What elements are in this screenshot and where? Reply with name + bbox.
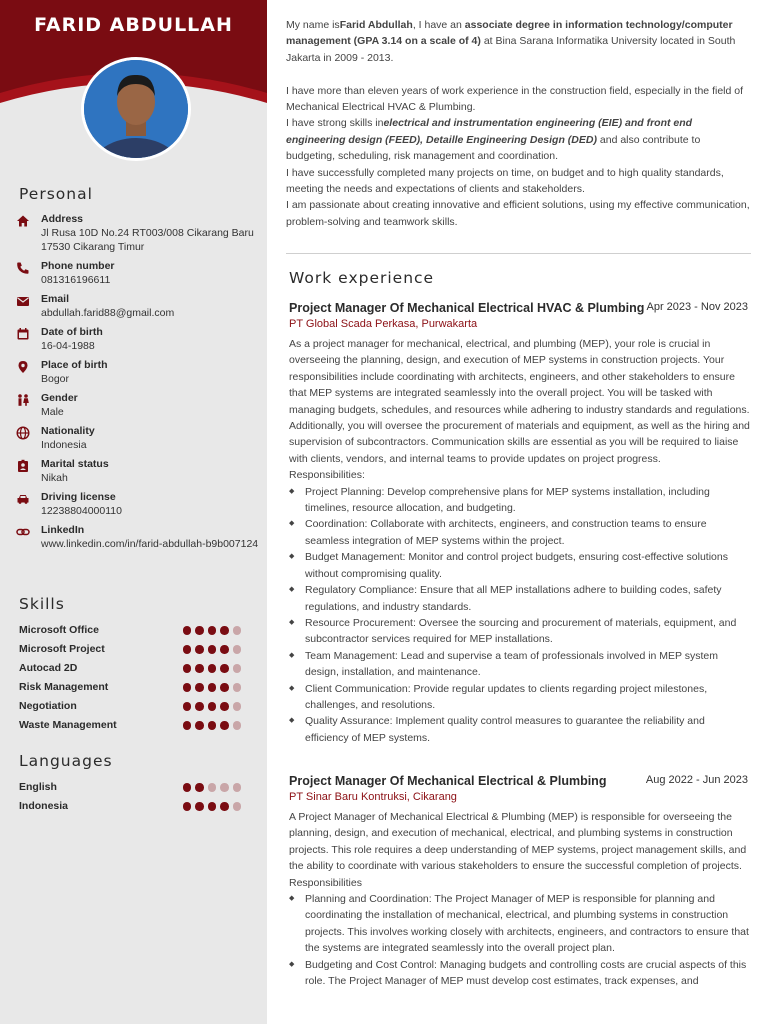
level-dot-filled — [195, 702, 204, 711]
personal-value[interactable]: abdullah.farid88@gmail.com — [41, 307, 175, 319]
summary — [286, 17, 750, 230]
personal-label: Phone number — [41, 260, 115, 272]
personal-label: Email — [41, 293, 70, 305]
level-dot-filled — [183, 683, 192, 692]
job-date: Apr 2023 - Nov 2023 — [646, 301, 748, 313]
level-dot-filled — [220, 664, 229, 673]
skill-row — [19, 679, 241, 695]
level-dot-filled — [183, 721, 192, 730]
candidate-name: FARID ABDULLAH — [34, 14, 233, 36]
car-icon — [16, 492, 30, 506]
level-dot-empty — [233, 721, 242, 730]
job-list-heading: Responsibilities: — [289, 469, 365, 482]
list-item: ◆ Client Communication: Provide regular updates to clients regarding project milestones, challenges, and resolutions. — [289, 681, 751, 714]
personal-value: 081316196611 — [41, 274, 111, 286]
level-dot-empty — [233, 783, 242, 792]
skill-name: Negotiation — [19, 700, 77, 712]
sidebar — [0, 0, 267, 1024]
calendar-icon — [16, 327, 30, 341]
level-dot-filled — [195, 683, 204, 692]
profile-photo — [81, 57, 191, 161]
skill-row — [19, 622, 241, 638]
languages-heading: Languages — [19, 752, 113, 770]
level-dot-empty — [233, 802, 242, 811]
personal-value[interactable]: www.linkedin.com/in/farid-abdullah-b9b007124 — [41, 538, 259, 550]
job-description: A Project Manager of Mechanical Electrical & Plumbing (MEP) is responsible for overseeing the planning, design, and execution of mechanical, electrical, and plumbing systems in construction projects. This role requires a deep understanding of MEP systems, project management skills, and the ability to coordinate with various stakeholders to ensure the successful completion of projects. — [289, 811, 747, 873]
level-dot-filled — [195, 626, 204, 635]
gender-icon — [16, 393, 30, 407]
level-dot-filled — [220, 702, 229, 711]
personal-value: Jl Rusa 10D No.24 RT003/008 Cikarang Baru 17530 Cikarang Timur — [41, 227, 254, 253]
skill-name: Risk Management — [19, 681, 109, 693]
personal-value: 16-04-1988 — [41, 340, 95, 352]
list-item: ◆ Quality Assurance: Implement quality control measures to guarantee the reliability and efficiency of MEP systems. — [289, 713, 751, 746]
level-dot-filled — [183, 664, 192, 673]
phone-icon — [16, 261, 30, 275]
job-responsibilities — [289, 891, 751, 989]
personal-item-linkedin — [0, 523, 267, 551]
list-item: ◆ Regulatory Compliance: Ensure that all MEP installations adhere to building codes, safety regulations, and industry standards. — [289, 582, 751, 615]
level-dot-filled — [183, 626, 192, 635]
level-dot-filled — [208, 702, 217, 711]
list-item: ◆ Coordination: Collaborate with architects, engineers, and construction teams to ensure seamless integration of MEP systems within the project. — [289, 516, 751, 549]
skill-level-dots — [183, 683, 242, 692]
level-dot-filled — [183, 802, 192, 811]
level-dot-filled — [195, 721, 204, 730]
skill-name: Waste Management — [19, 719, 117, 731]
skill-row — [19, 717, 241, 733]
level-dot-empty — [233, 702, 242, 711]
job-company: PT Sinar Baru Kontruksi, Cikarang — [289, 791, 457, 803]
list-item: ◆ Resource Procurement: Oversee the sourcing and procurement of materials, equipment, and subcontractor services required for MEP installations. — [289, 615, 751, 648]
personal-item-address — [0, 212, 267, 254]
level-dot-filled — [183, 645, 192, 654]
personal-label: Gender — [41, 392, 78, 404]
personal-item-nationality — [0, 424, 267, 452]
skill-level-dots — [183, 664, 242, 673]
personal-item-date-of-birth — [0, 325, 267, 353]
personal-value: 12238804000110 — [41, 505, 122, 517]
skills-heading: Skills — [19, 595, 65, 613]
personal-label: Nationality — [41, 425, 95, 437]
list-item: ◆ Budgeting and Cost Control: Managing budgets and controlling costs are crucial aspects of this role. The Project Manager of MEP must develop cost estimates, track expenses, and — [289, 957, 751, 990]
list-item: ◆ Project Planning: Develop comprehensive plans for MEP systems installation, including timelines, resource allocation, and budgeting. — [289, 484, 751, 517]
level-dot-filled — [220, 683, 229, 692]
level-dot-filled — [195, 783, 204, 792]
personal-heading: Personal — [19, 185, 93, 203]
summary-education: My name isFarid Abdullah, I have an associate degree in information technology/computer management (GPA 3.14 on a scale of 4) at Bina Sarana Informatika University located in South Jakarta in 2009 - 2013. — [286, 19, 736, 64]
personal-label: Marital status — [41, 458, 109, 470]
level-dot-filled — [208, 645, 217, 654]
personal-item-email — [0, 292, 267, 320]
level-dot-filled — [195, 645, 204, 654]
job-list-heading: Responsibilities — [289, 876, 362, 889]
personal-label: LinkedIn — [41, 524, 85, 536]
skill-name: Autocad 2D — [19, 662, 78, 674]
divider — [286, 253, 751, 254]
level-dot-filled — [220, 802, 229, 811]
skill-name: Microsoft Project — [19, 643, 105, 655]
personal-item-gender — [0, 391, 267, 419]
summary-skills: I have strong skills inelectrical and instrumentation engineering (EIE) and front end engineering design (FEED), Detaille Engineering Design (DED) and also contribute to budgeting, scheduling, risk management and coordination. — [286, 117, 701, 163]
personal-item-marital-status — [0, 457, 267, 485]
job-company: PT Global Scada Perkasa, Purwakarta — [289, 318, 478, 330]
level-dot-empty — [208, 783, 217, 792]
level-dot-filled — [208, 721, 217, 730]
skill-name: Microsoft Office — [19, 624, 99, 636]
level-dot-filled — [220, 721, 229, 730]
summary-passion: I am passionate about creating innovative and efficient solutions, using my effective communication, problem-solving and teamwork skills. — [286, 199, 750, 228]
personal-value: Indonesia — [41, 439, 87, 451]
personal-value: Bogor — [41, 373, 70, 385]
level-dot-filled — [208, 802, 217, 811]
skill-level-dots — [183, 702, 242, 711]
level-dot-filled — [208, 683, 217, 692]
level-dot-empty — [233, 664, 242, 673]
level-dot-filled — [183, 702, 192, 711]
level-dot-filled — [220, 645, 229, 654]
summary-experience: I have more than eleven years of work experience in the construction field, especially in the field of Mechanical Electrical HVAC & Plumbing. — [286, 84, 744, 114]
personal-label: Date of birth — [41, 326, 103, 338]
work-experience-heading: Work experience — [289, 269, 435, 287]
job-responsibilities — [289, 484, 751, 747]
skill-row — [19, 641, 241, 657]
personal-label: Driving license — [41, 491, 116, 503]
personal-list — [0, 212, 267, 556]
level-dot-filled — [195, 802, 204, 811]
level-dot-empty — [233, 683, 242, 692]
job-date: Aug 2022 - Jun 2023 — [645, 774, 748, 786]
level-dot-filled — [220, 626, 229, 635]
personal-label: Address — [41, 213, 84, 225]
personal-item-phone — [0, 259, 267, 287]
language-name: Indonesia — [19, 800, 69, 812]
list-item: ◆ Budget Management: Monitor and control project budgets, ensuring cost-effective solutions without compromising quality. — [289, 549, 751, 582]
level-dot-filled — [195, 664, 204, 673]
language-level-dots — [183, 802, 242, 811]
link-icon — [16, 525, 30, 539]
skill-level-dots — [183, 626, 242, 635]
language-row — [19, 779, 241, 795]
job-title: Project Manager Of Mechanical Electrical & Plumbing — [289, 774, 607, 788]
level-dot-filled — [208, 626, 217, 635]
personal-item-place-of-birth — [0, 358, 267, 386]
list-item: ◆ Planning and Coordination: The Project Manager of MEP is responsible for planning and coordinating the installation of mechanical, electrical, and plumbing systems in construction projects. This involves working closely with architects, engineers, and contractors to ensure that the systems are integrated seamlessly into the overall project plan. — [289, 891, 751, 957]
personal-value: Male — [41, 406, 64, 418]
personal-label: Place of birth — [41, 359, 108, 371]
id-badge-icon — [16, 459, 30, 473]
globe-icon — [16, 426, 30, 440]
language-row — [19, 798, 241, 814]
job-title: Project Manager Of Mechanical Electrical HVAC & Plumbing — [289, 301, 645, 315]
skill-row — [19, 698, 241, 714]
level-dot-empty — [220, 783, 229, 792]
email-icon — [16, 294, 30, 308]
summary-projects: I have successfully completed many projects on time, on budget and to high quality standards, meeting the needs and expectations of clients and stakeholders. — [286, 166, 724, 196]
job-entry — [289, 300, 751, 746]
language-level-dots — [183, 783, 242, 792]
skill-row — [19, 660, 241, 676]
personal-item-driving-license — [0, 490, 267, 518]
job-entry — [289, 773, 751, 989]
level-dot-empty — [233, 626, 242, 635]
language-name: English — [19, 781, 57, 793]
personal-value: Nikah — [41, 472, 68, 484]
skill-level-dots — [183, 645, 242, 654]
home-icon — [16, 214, 30, 228]
job-description: As a project manager for mechanical, electrical, and plumbing (MEP), your role is crucial in overseeing the planning, design, and execution of MEP systems in construction projects. Your responsibilities include coordinating with architects, engineers, and other stakeholders to ensure that MEP systems are integrated seamlessly into the overall project. You will be tasked with managing budgets, schedules, and resources while adhering to industry standards and regulations. Additionally, you will oversee the procurement of materials and equipment, as well as the hiring and supervision of subcontractors. Communication skills are essential as you will be required to liaise with clients, vendors, and internal teams to provide updates on project progress. — [289, 338, 750, 465]
location-pin-icon — [16, 360, 30, 374]
skill-level-dots — [183, 721, 242, 730]
level-dot-empty — [233, 645, 242, 654]
level-dot-filled — [208, 664, 217, 673]
level-dot-filled — [183, 783, 192, 792]
list-item: ◆ Team Management: Lead and supervise a team of professionals involved in MEP system design, installation, and maintenance. — [289, 648, 751, 681]
